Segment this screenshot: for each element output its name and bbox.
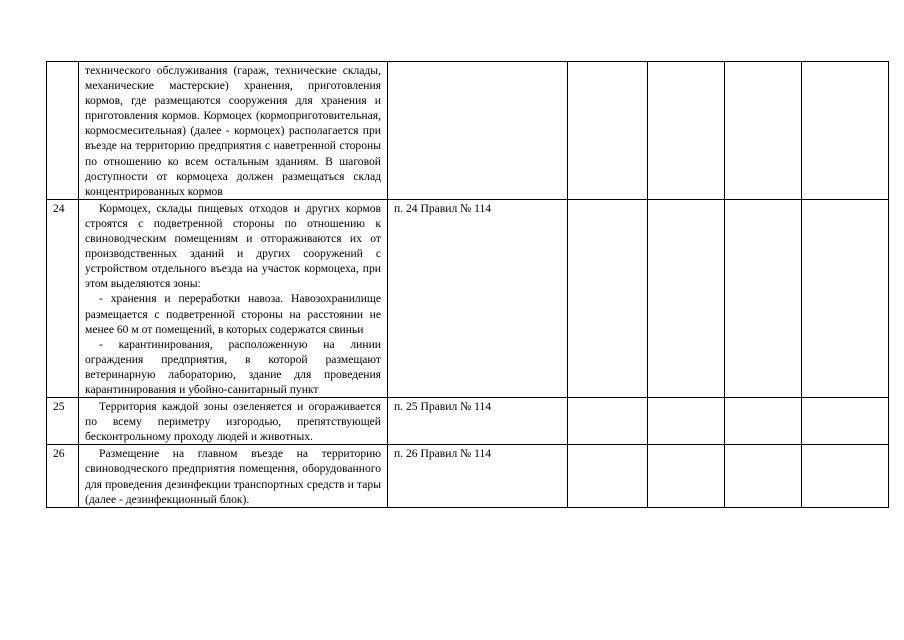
legal-reference: п. 24 Правил № 114 [388, 199, 568, 397]
empty-cell [725, 62, 802, 200]
empty-cell [648, 398, 725, 445]
empty-cell [802, 62, 889, 200]
empty-cell [568, 445, 648, 507]
empty-cell [802, 445, 889, 507]
empty-cell [648, 62, 725, 200]
requirements-table [46, 61, 889, 508]
empty-cell [568, 62, 648, 200]
legal-reference [388, 62, 568, 200]
empty-cell [802, 398, 889, 445]
requirement-text [79, 445, 388, 507]
empty-cell [648, 445, 725, 507]
empty-cell [802, 199, 889, 397]
row-number: 26 [47, 445, 79, 507]
row-number [47, 62, 79, 200]
requirement-paragraph: Кормоцех, склады пищевых отходов и других кормов строятся с подветренной стороны по отношению к свиноводческим помещениям и отгораживаются их от производственных зданий и других сооружений с устройством отдельного въезда на участок кормоцеха, при этом выделяются зоны: [85, 201, 381, 291]
legal-reference: п. 26 Правил № 114 [388, 445, 568, 507]
legal-reference: п. 25 Правил № 114 [388, 398, 568, 445]
requirement-paragraph: - карантинирования, расположенную на линии ограждения предприятия, в которой размещают ветеринарную лабораторию, здание для проведения карантинирования и убойно-санитарный пункт [85, 337, 381, 396]
table-row [47, 199, 889, 397]
row-number: 25 [47, 398, 79, 445]
requirement-text [79, 62, 388, 200]
row-number: 24 [47, 199, 79, 397]
empty-cell [648, 199, 725, 397]
requirement-paragraph: Размещение на главном въезде на территорию свиноводческого предприятия помещения, оборудованного для проведения дезинфекции транспортных средств и тары (далее - дезинфекционный блок). [85, 447, 381, 506]
empty-cell [725, 398, 802, 445]
empty-cell [568, 398, 648, 445]
table-row [47, 445, 889, 507]
requirement-paragraph: Территория каждой зоны озеленяется и огораживается по всему периметру изгородью, препятствующей бесконтрольному проходу людей и животных. [85, 400, 381, 444]
requirement-paragraph: - хранения и переработки навоза. Навозохранилище размещается с подветренной стороны на расстоянии не менее 60 м от помещений, в которых содержатся свиньи [85, 292, 381, 336]
empty-cell [568, 199, 648, 397]
requirement-paragraph: технического обслуживания (гараж, технические склады, механические мастерские) хранения, приготовления кормов, где размещаются сооружения для хранения и приготовления кормов. Кормоцех (кормоприготовительная, кормосмесительная) (далее - кормоцех) располагается при въезде на территорию предприятия с наветренной стороны по отношению ко всем остальным зданиям. В шаговой доступности от кормоцеха должен размещаться склад концентрированных кормов [85, 64, 381, 198]
table-row [47, 62, 889, 200]
empty-cell [725, 445, 802, 507]
requirement-text [79, 398, 388, 445]
table-row [47, 398, 889, 445]
requirement-text [79, 199, 388, 397]
empty-cell [725, 199, 802, 397]
